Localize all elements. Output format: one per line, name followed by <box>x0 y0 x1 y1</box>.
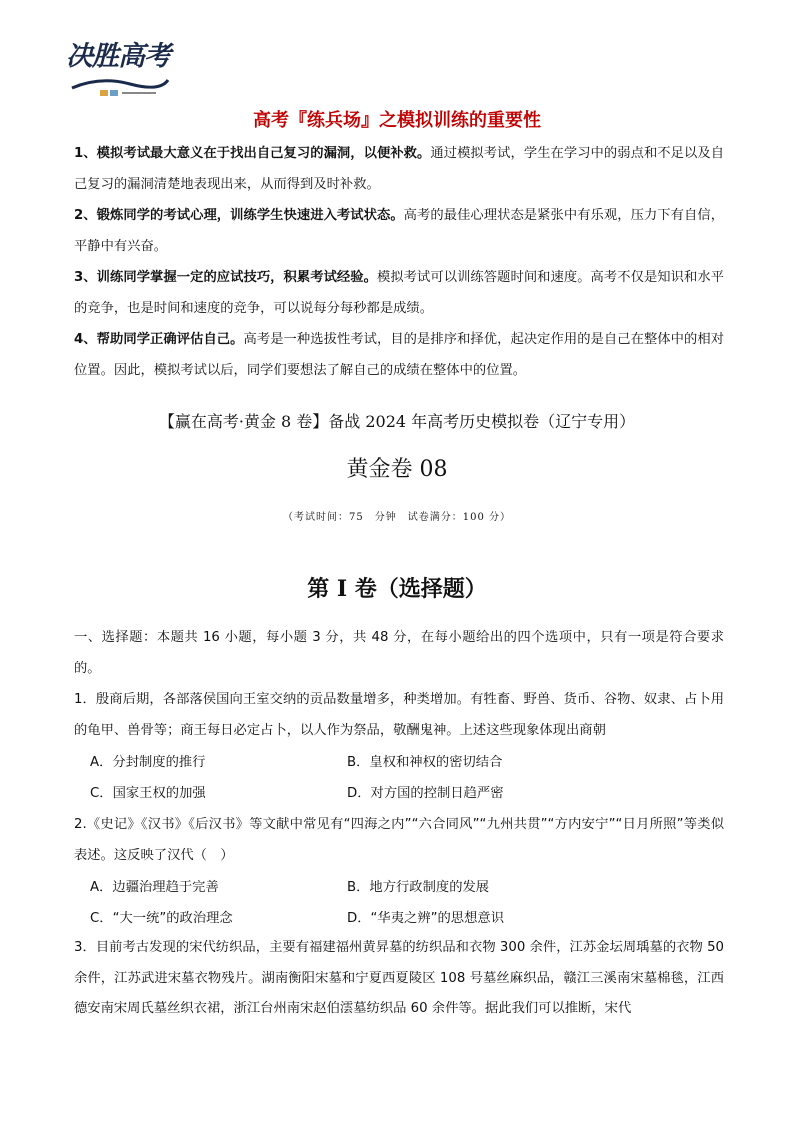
point-3-heading: 3、训练同学掌握一定的应试技巧，积累考试经验。 <box>74 270 377 285</box>
question-2-stem: 2.《史记》《汉书》《后汉书》等文献中常见有“四海之内”“六合同风”“九州共贯”“方内安宁”“日月所照”等类似表述。这反映了汉代（ ） <box>74 817 724 863</box>
paper-title: 黄金卷 08 <box>346 457 448 482</box>
point-1-text: 通过模拟考试，学生在学习中的弱点和不足以及自己复习的漏洞清楚地表现出来，从而得到及时补救。 <box>74 146 724 192</box>
point-2 <box>74 201 724 262</box>
point-2-heading: 2、锻炼同学的考试心理，训练学生快速进入考试状态。 <box>74 208 404 223</box>
point-1-heading: 1、模拟考试最大意义在于找出自己复习的漏洞，以便补救。 <box>74 146 431 161</box>
question-3-stem: 3．目前考古发现的宋代纺织品，主要有福建福州黄昇墓的纺织品和衣物 300 余件，江苏金坛周瑀墓的衣物 50 余件，江苏武进宋墓衣物残片。湖南衡阳宋墓和宁夏西夏陵区 108 号墓丝麻织品，赣江三溪南宋墓棉毯，江西德安南宋周氏墓丝织衣裙，浙江台州南宋赵伯澐墓纺织品 60 余件等。据此我们可以推断，宋代 <box>74 940 724 1016</box>
point-4-text: 高考是一种选拔性考试，目的是排序和择优，起决定作用的是自己在整体中的相对位置。因此，模拟考试以后，同学们要想法了解自己的成绩在整体中的位置。 <box>74 332 724 378</box>
question-1-option-c[interactable]: C．国家王权的加强 <box>90 786 206 801</box>
logo-swoosh-icon <box>70 74 170 100</box>
exam-info: （考试时间：75 分钟 试卷满分：100 分） <box>283 512 511 523</box>
question-1-option-d[interactable]: D．对方国的控制日趋严密 <box>347 786 504 801</box>
question-1-option-b[interactable]: B．皇权和神权的密切结合 <box>347 755 503 770</box>
instructions: 一、选择题：本题共 16 小题，每小题 3 分，共 48 分，在每小题给出的四个选项中，只有一项是符合要求的。 <box>74 630 724 676</box>
question-2-option-d[interactable]: D．“华夷之辨”的思想意识 <box>347 911 504 926</box>
question-2-option-b[interactable]: B．地方行政制度的发展 <box>347 880 490 895</box>
main-title: 高考『练兵场』之模拟训练的重要性 <box>253 110 541 131</box>
point-4 <box>74 325 724 386</box>
question-1-stem: 1．殷商后期，各部落侯国向王室交纳的贡品数量增多，种类增加。有牲畜、野兽、货币、谷物、奴隶、占卜用的龟甲、兽骨等；商王每日必定占卜，以人作为祭品，敬酬鬼神。上述这些现象体现出商朝 <box>74 692 724 738</box>
question-2-option-a[interactable]: A．边疆治理趋于完善 <box>90 880 219 895</box>
logo-text: 决胜高考 <box>66 41 170 72</box>
question-1-option-a[interactable]: A．分封制度的推行 <box>90 755 206 770</box>
point-4-heading: 4、帮助同学正确评估自己。 <box>74 332 244 347</box>
point-3 <box>74 263 724 324</box>
section-title: 第 I 卷（选择题） <box>307 576 487 602</box>
exam-title: 【赢在高考·黄金 8 卷】备战 2024 年高考历史模拟卷（辽宁专用） <box>158 412 636 431</box>
point-3-text: 模拟考试可以训练答题时间和速度。高考不仅是知识和水平的竞争，也是时间和速度的竞争，可以说每分每秒都是成绩。 <box>74 270 724 316</box>
brand-logo <box>66 30 178 104</box>
question-2-option-c[interactable]: C．“大一统”的政治理念 <box>90 911 233 926</box>
point-1 <box>74 139 724 200</box>
point-2-text: 高考的最佳心理状态是紧张中有乐观，压力下有自信，平静中有兴奋。 <box>74 208 724 254</box>
